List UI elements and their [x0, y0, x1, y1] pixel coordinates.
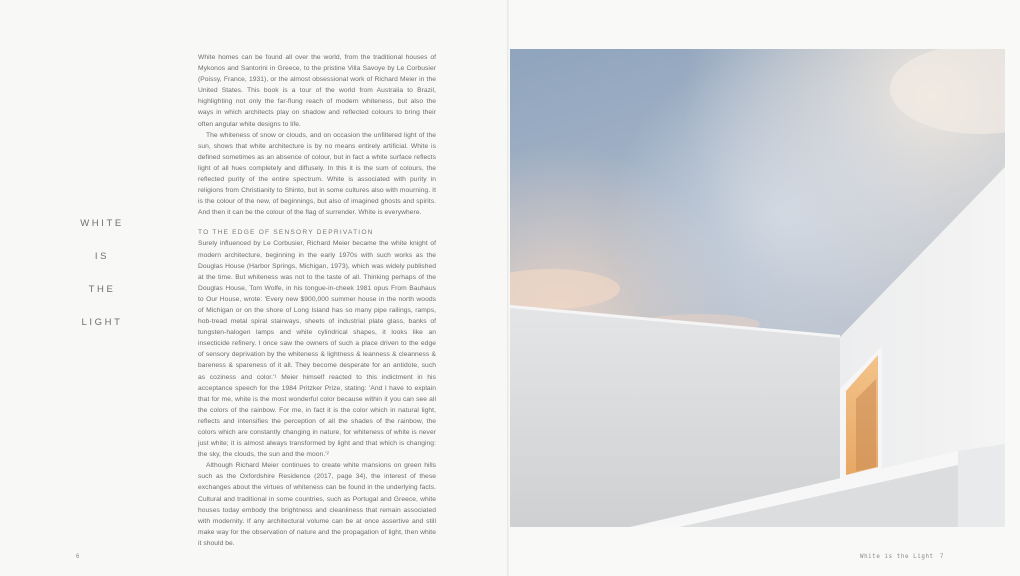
- body-paragraph: Although Richard Meier continues to create white mansions on green hills such as the Oxfordshire Residence (2017, page 34), the interest of these exchanges about the virtues of whiteness can be found in the underlying facts. Cultural and traditional in some countries, such as Portugal and Greece, white houses today embody the brightness and cleanliness that remain associated with modernity. If any architectural volume can be at once assertive and still make way for the observation of nature and the propagation of light, then white it should be.: [198, 462, 436, 547]
- body-text-column: [198, 52, 436, 549]
- photo-illustration: [510, 49, 1005, 527]
- side-title-word: IS: [94, 251, 110, 262]
- body-paragraph: White homes can be found all over the world, from the traditional houses of Mykonos and Santorini in Greece, to the pristine Villa Savoye by Le Corbusier (Poissy, France, 1931), or the almost obsessional work of Richard Meier in the United States. This book is a tour of the world from Australia to Brazil, highlighting not only the far-flung reach of modern whiteness, but also the ways in which architects play on shadow and reflected colours to bring their often angular white designs to life.: [198, 54, 436, 128]
- side-title-word: LIGHT: [81, 317, 123, 328]
- page-number-left: 6: [76, 554, 80, 560]
- side-title: [72, 218, 132, 350]
- section-subheading: TO THE EDGE OF SENSORY DEPRIVATION: [198, 229, 374, 237]
- page-number-right: 7: [940, 554, 944, 560]
- body-paragraph: Surely influenced by Le Corbusier, Richard Meier became the white knight of modern architecture, beginning in the early 1970s with such works as the Douglas House (Harbor Springs, Michigan, 1973), which was widely published at the time. But whiteness was not to the taste of all. Thinking perhaps of the Douglas House, Tom Wolfe, in his tongue-in-cheek 1981 opus From Bauhaus to Our House, wrote: 'Every new $900,000 summer house in the north woods of Michigan or on the shore of Long Island has so many pipe railings, ramps, hob-tread metal spiral stairways, sheets of industrial plate glass, banks of tungsten-halogen lamps and white cylindrical shapes, it looks like an insecticide refinery. I once saw the owners of such a place driven to the edge of sensory deprivation by the whiteness & lightness & leanness & cleanness & bareness & spareness of it all. They become desperate for an antidote, such as coziness and color.'¹ Meier himself reacted to this indictment in his acceptance speech for the 1984 Pritzker Prize, stating: 'And I have to explain that for me, white is the most wonderful color because within it you can see all the colors of the rainbow. For me, in fact it is the color which in natural light, reflects and intensifies the perception of all the shades of the rainbow, the colors which are constantly changing in nature, for whiteness of white is never just white; it is almost always transformed by light and that which is changing: the sky, the clouds, the sun and the moon.'²: [198, 240, 436, 459]
- body-paragraph: The whiteness of snow or clouds, and on occasion the unfiltered light of the sun, shows that white architecture is by no means entirely artificial. White is defined sometimes as an absence of colour, but in fact a white surface reflects light of all hues completely and diffusely. In this it is the sum of colours, the reflected purity of the entire spectrum. White is associated with purity in religions from Christianity to Shinto, but in some cultures also with mourning. It is the colour of the new, of beginnings, but also of imagined ghosts and spirits. And then it can be the colour of the flag of surrender. White is everywhere.: [198, 131, 436, 217]
- running-footer-title: White is the Light: [860, 554, 934, 560]
- side-title-word: THE: [88, 284, 116, 295]
- book-gutter: [507, 0, 509, 576]
- side-title-word: WHITE: [80, 218, 124, 229]
- architecture-photo: [510, 49, 1005, 527]
